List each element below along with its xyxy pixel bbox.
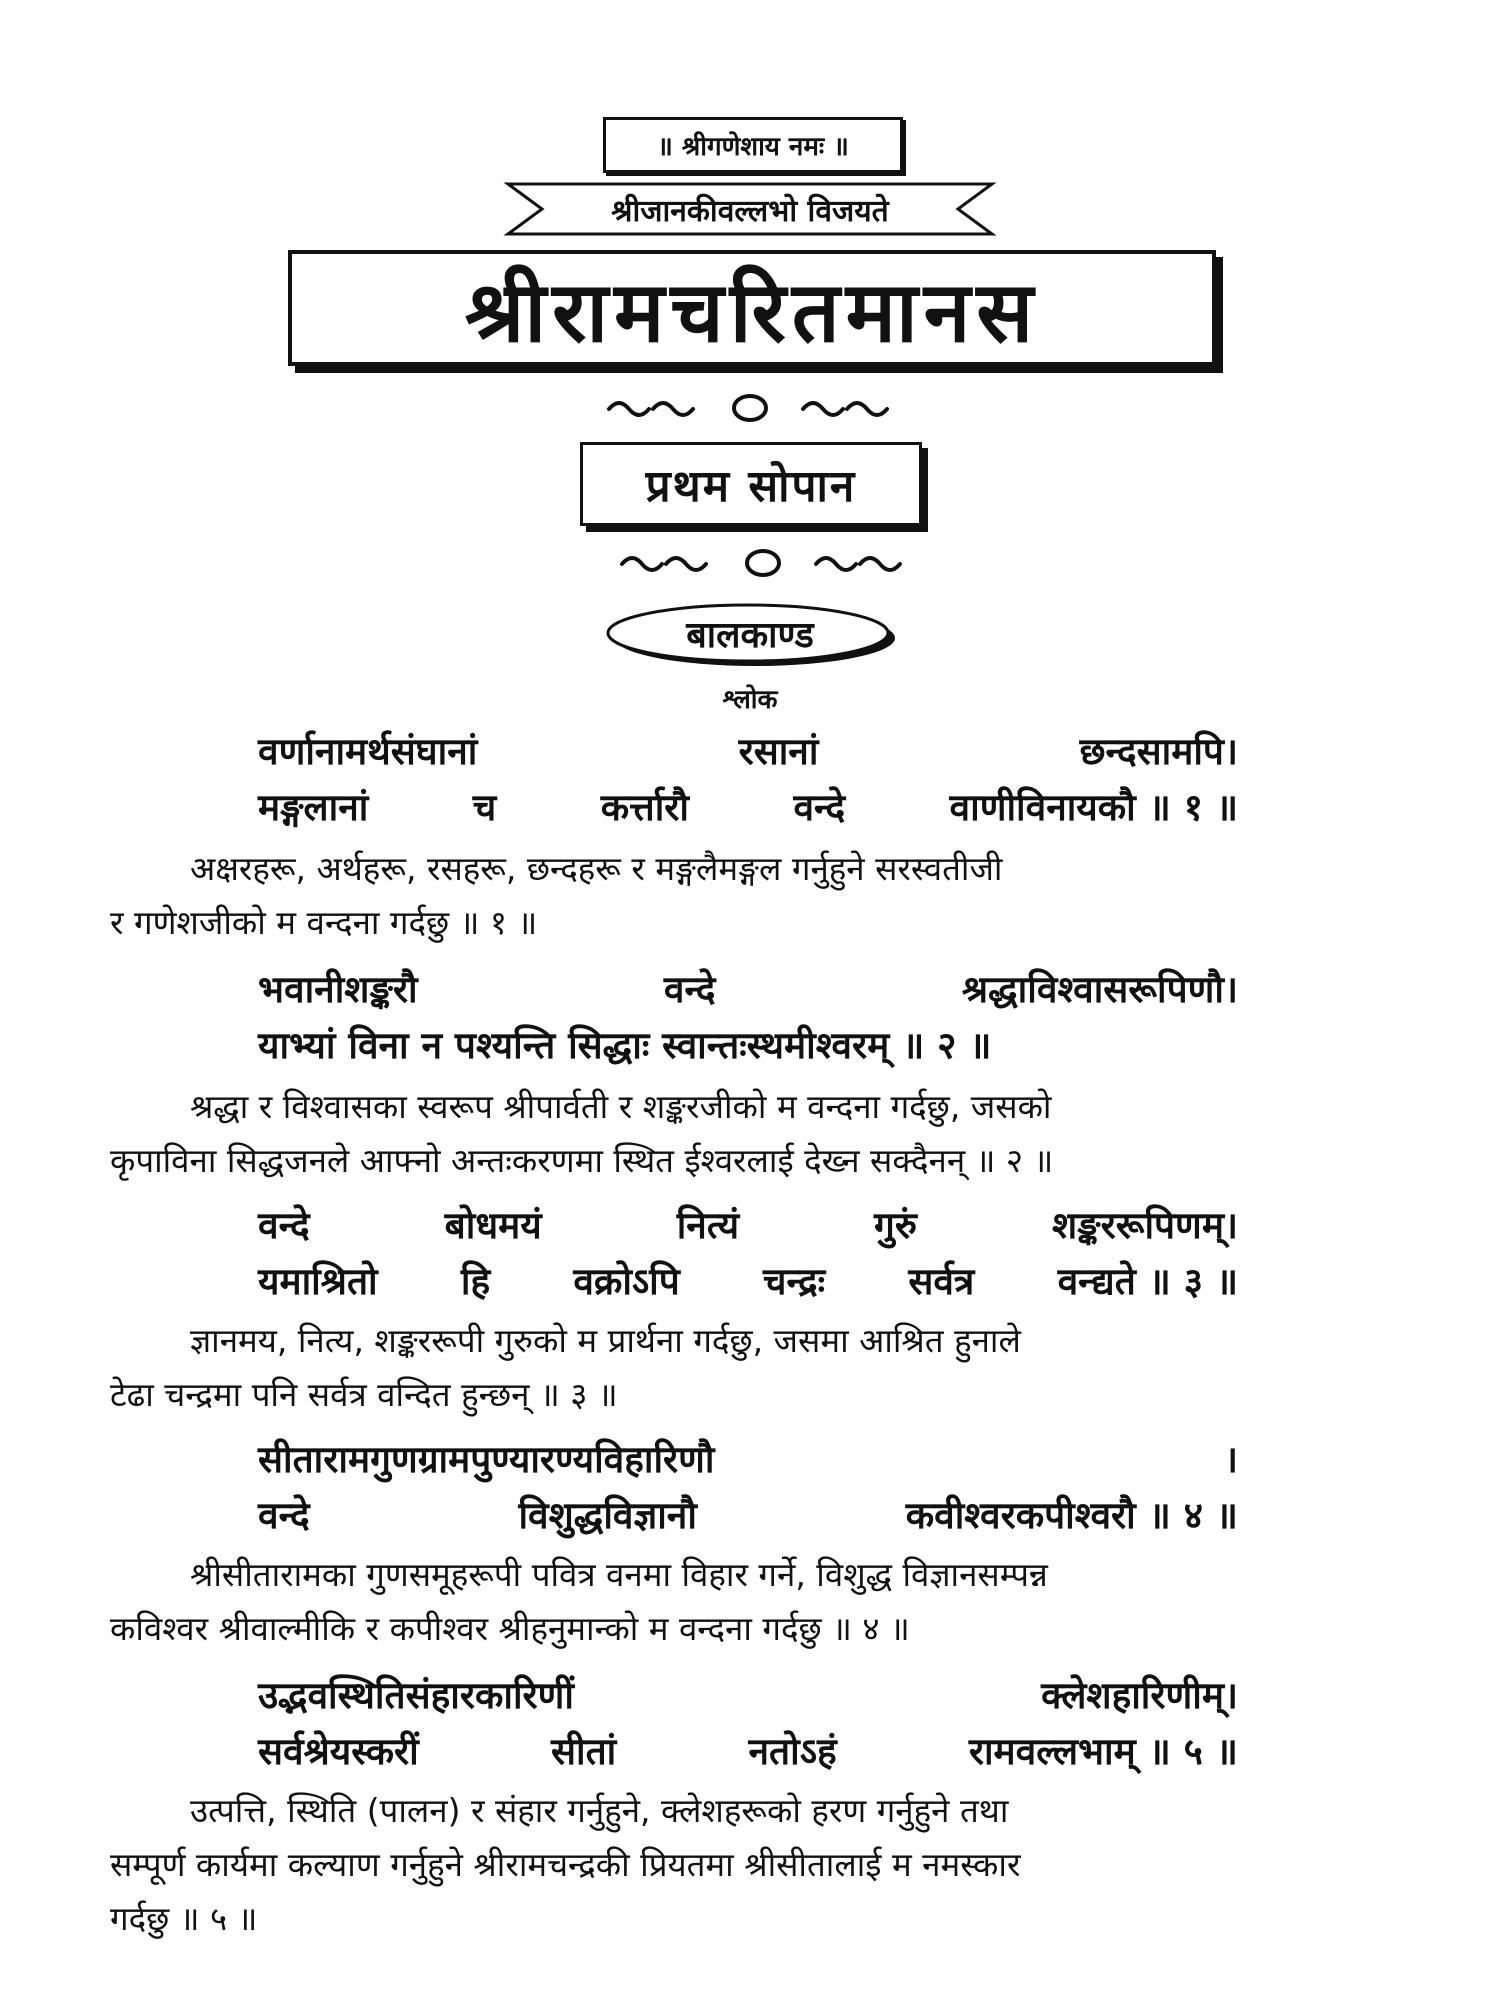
verse-3-line-1 bbox=[258, 1196, 1238, 1250]
verse-word: सर्वश्रेयस्करीं bbox=[258, 1729, 419, 1773]
verse-word: वन्द्यते ॥ ३ ॥ bbox=[1057, 1259, 1238, 1303]
translation-line: श्रद्धा र विश्वासका स्वरूप श्रीपार्वती र शङ्करजीको म वन्दना गर्दछु, जसको bbox=[190, 1087, 1052, 1126]
verse-1-translation bbox=[110, 842, 1390, 950]
verse-3-translation bbox=[110, 1314, 1390, 1422]
verse-word: गुरुं bbox=[874, 1203, 917, 1247]
verse-word: वाणीविनायकौ ॥ १ ॥ bbox=[949, 785, 1238, 829]
verse-word: वन्दे bbox=[258, 1203, 310, 1247]
verse-word: भवानीशङ्करौ bbox=[258, 967, 418, 1011]
verse-5-line-1 bbox=[258, 1666, 1238, 1720]
verse-word: चन्द्रः bbox=[763, 1259, 826, 1303]
verse-word: कर्त्तारौ bbox=[600, 785, 690, 829]
title-text: श्रीरामचरितमानस bbox=[464, 262, 1040, 361]
verse-word: उद्भवस्थितिसंहारकारिणीं bbox=[258, 1673, 575, 1717]
verse-2-line-2 bbox=[258, 1016, 1238, 1070]
verse-word: श्रद्धाविश्वासरूपिणौ। bbox=[961, 967, 1238, 1011]
shloka-label: श्लोक bbox=[722, 685, 778, 715]
section-text: प्रथम सोपान bbox=[645, 461, 857, 512]
verse-word: बोधमयं bbox=[444, 1203, 542, 1247]
verse-word: सीतारामगुणग्रामपुण्यारण्यविहारिणौ bbox=[258, 1437, 715, 1481]
translation-line: अक्षरहरू, अर्थहरू, रसहरू, छन्दहरू र मङ्गलैमङ्गल गर्नुहुने सरस्वतीजी bbox=[190, 849, 1003, 888]
verse-word: सीतां bbox=[550, 1729, 617, 1773]
verse-word: । bbox=[1223, 1437, 1238, 1481]
kanda-title: बालकाण्ड bbox=[686, 614, 814, 656]
verse-4-translation bbox=[110, 1548, 1390, 1656]
verse-word: छन्दसामपि। bbox=[1079, 729, 1238, 773]
invocation-text: ॥ श्रीगणेशाय नमः ॥ bbox=[657, 132, 849, 162]
page-title bbox=[288, 250, 1216, 366]
verse-word: कवीश्वरकपीश्वरौ ॥ ४ ॥ bbox=[905, 1493, 1238, 1537]
translation-line: कृपाविना सिद्धजनले आफ्नो अन्तःकरणमा स्थित ईश्वरलाई देख्न सक्दैनन् ॥ २ ॥ bbox=[110, 1141, 1054, 1180]
verse-2-line-1 bbox=[258, 960, 1238, 1014]
tilde-ornament-bottom bbox=[618, 542, 908, 582]
verse-word: शङ्कररूपिणम्। bbox=[1052, 1203, 1238, 1247]
verse-5-translation bbox=[110, 1784, 1390, 1946]
verse-5-line-2 bbox=[258, 1722, 1238, 1776]
verse-word: सर्वत्र bbox=[908, 1259, 975, 1303]
verse-word: वक्रोऽपि bbox=[573, 1259, 680, 1303]
verse-2-translation bbox=[110, 1080, 1390, 1188]
verse-word: वन्दे bbox=[663, 967, 716, 1011]
translation-line: सम्पूर्ण कार्यमा कल्याण गर्नुहुने श्रीरामचन्द्रकी प्रियतमा श्रीसीतालाई म नमस्कार bbox=[110, 1845, 1021, 1884]
verse-word: रसानां bbox=[738, 729, 819, 773]
ribbon-text: श्रीजानकीवल्लभो विजयते bbox=[611, 193, 889, 229]
verse-1-line-1 bbox=[258, 722, 1238, 776]
verse-word: वर्णानामर्थसंघानां bbox=[258, 729, 478, 773]
verse-word: च bbox=[472, 785, 497, 829]
verse-word: रामवल्लभाम् ॥ ५ ॥ bbox=[968, 1729, 1238, 1773]
verse-3-line-2 bbox=[258, 1252, 1238, 1306]
translation-line: श्रीसीतारामका गुणसमूहरूपी पवित्र वनमा विहार गर्ने, विशुद्ध विज्ञानसम्पन्न bbox=[190, 1555, 1048, 1594]
verse-word: यमाश्रितो bbox=[258, 1259, 378, 1303]
verse-word: हि bbox=[460, 1259, 491, 1303]
tilde-ornament-top bbox=[605, 387, 895, 427]
verse-4-line-1 bbox=[258, 1430, 1238, 1484]
translation-line: र गणेशजीको म वन्दना गर्दछु ॥ १ ॥ bbox=[110, 903, 538, 942]
verse-word: नित्यं bbox=[676, 1203, 740, 1247]
verse-word: वन्दे bbox=[258, 1493, 310, 1537]
translation-line: गर्दछु ॥ ५ ॥ bbox=[110, 1899, 258, 1938]
translation-line: ज्ञानमय, नित्य, शङ्कररूपी गुरुको म प्रार्थना गर्दछु, जसमा आश्रित हुनाले bbox=[190, 1321, 1021, 1360]
translation-line: टेढा चन्द्रमा पनि सर्वत्र वन्दित हुन्छन् ॥ ३ ॥ bbox=[110, 1375, 618, 1414]
verse-word: नतोऽहं bbox=[748, 1729, 837, 1773]
verse-word: विशुद्धविज्ञानौ bbox=[518, 1493, 697, 1537]
section-title bbox=[580, 442, 922, 526]
verse-word: मङ्गलानां bbox=[258, 785, 369, 829]
invocation-box bbox=[603, 117, 903, 173]
verse-1-line-2 bbox=[258, 778, 1238, 832]
verse-word: वन्दे bbox=[793, 785, 846, 829]
verse-word: क्लेशहारिणीम्। bbox=[1041, 1673, 1238, 1717]
translation-line: उत्पत्ति, स्थिति (पालन) र संहार गर्नुहुने, क्लेशहरूको हरण गर्नुहुने तथा bbox=[190, 1791, 1009, 1830]
verse-word: याभ्यां विना न पश्यन्ति सिद्धाः स्वान्तःस्थमीश्वरम् ॥ २ ॥ bbox=[258, 1023, 992, 1067]
translation-line: कविश्वर श्रीवाल्मीकि र कपीश्वर श्रीहनुमान्को म वन्दना गर्दछु ॥ ४ ॥ bbox=[110, 1609, 910, 1648]
verse-4-line-2 bbox=[258, 1486, 1238, 1540]
